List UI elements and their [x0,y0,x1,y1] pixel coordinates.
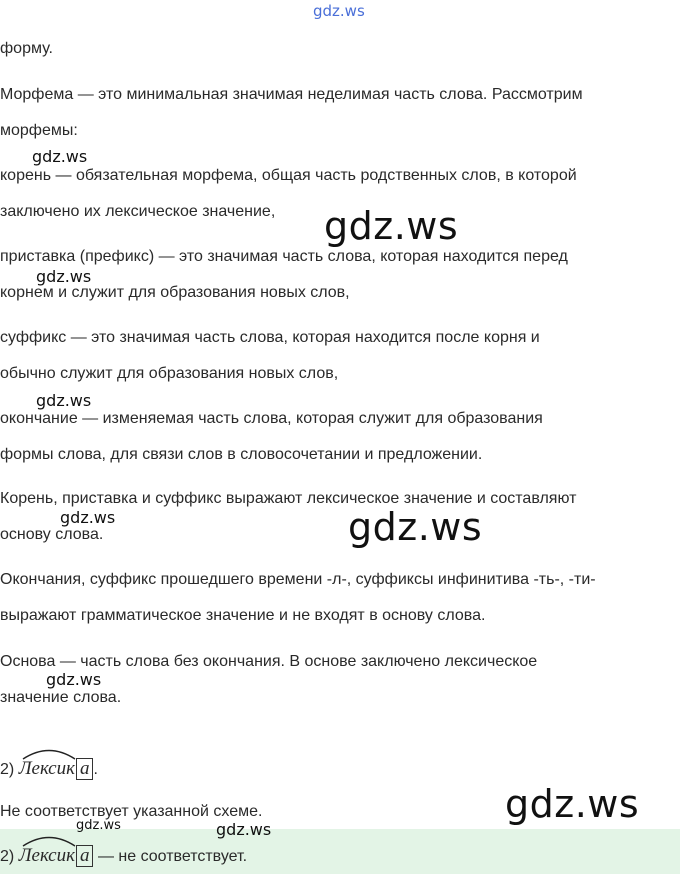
paragraph-line: приставка (префикс) — это значимая часть слова, которая находится перед [0,248,568,265]
paragraph-line: корнем и служит для образования новых слов, [0,284,350,301]
watermark: gdz.ws [216,820,272,839]
paragraph-line: заключено их лексическое значение, [0,203,276,220]
watermark: gdz.ws [505,782,640,826]
watermark: gdz.ws [324,204,459,248]
paragraph-line: морфемы: [0,122,78,139]
paragraph-line: суффикс — это значимая часть слова, которая находится после корня и [0,329,540,346]
ending-box: а [76,758,94,780]
example-2 [0,845,247,867]
paragraph-line: формы слова, для связи слов в словосочетании и предложении. [0,446,483,463]
watermark: gdz.ws [76,818,121,833]
root-text: Лексик [18,758,75,779]
paragraph-line: выражают грамматическое значение и не входят в основу слова. [0,607,486,624]
example-1 [0,758,98,780]
watermark-top: gdz.ws [313,2,365,20]
watermark: gdz.ws [36,391,92,410]
example-tail: — не соответствует. [97,848,248,865]
watermark: gdz.ws [348,505,483,549]
root-arc-icon [21,833,77,847]
paragraph-line: Окончания, суффикс прошедшего времени -л-, суффиксы инфинитива -ть-, -ти- [0,571,596,588]
paragraph-line: форму. [0,40,53,57]
paragraph-line: Основа — часть слова без окончания. В основе заключено лексическое [0,653,538,670]
paragraph-line: значение слова. [0,689,122,706]
watermark: gdz.ws [46,670,102,689]
ending-box: а [76,845,94,867]
watermark: gdz.ws [36,267,92,286]
paragraph-line: обычно служит для образования новых слов, [0,365,339,382]
paragraph-line: Морфема — это минимальная значимая неделимая часть слова. Рассмотрим [0,86,583,103]
paragraph-line: корень — обязательная морфема, общая часть родственных слов, в которой [0,167,577,184]
watermark: gdz.ws [60,508,116,527]
paragraph-line: Корень, приставка и суффикс выражают лексическое значение и составляют [0,490,577,507]
verdict-text: Не соответствует указанной схеме. [0,803,263,820]
root-text: Лексик [18,845,75,866]
example-tail: . [93,761,98,778]
paragraph-line: основу слова. [0,526,104,543]
watermark: gdz.ws [32,147,88,166]
example-word-root [19,845,75,866]
paragraph-line: окончание — изменяемая часть слова, которая служит для образования [0,410,543,427]
root-arc-icon [21,746,77,760]
example-word-root [19,758,75,779]
example-number: 2) [0,761,15,778]
example-number: 2) [0,848,15,865]
